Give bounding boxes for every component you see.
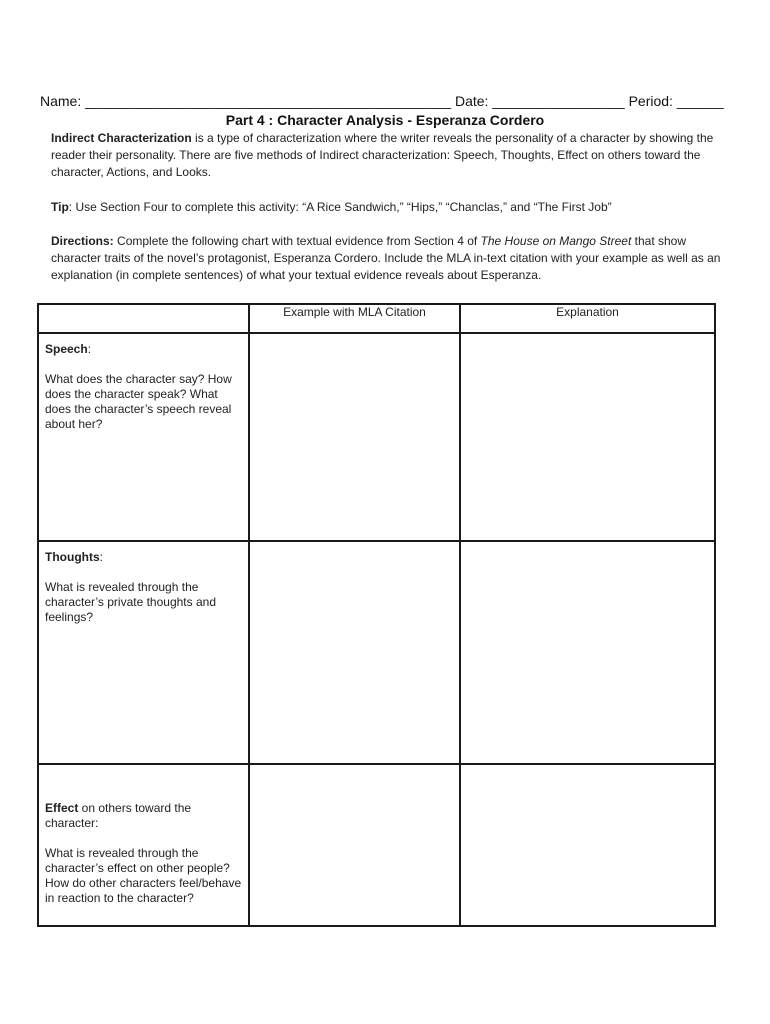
directions-text-before: Complete the following chart with textual evidence from Section 4 of [113,234,481,248]
intro-term: Indirect Characterization [51,131,192,145]
directions-text-after: that show character traits of the novel’s protagonist, Esperanza Cordero. Include the MLA in-text citation with your example as well as an explanation (in complete sentences) of what your textual evidence reveals about Esperanza. [51,234,721,282]
page-title: Part 4 : Character Analysis - Esperanza Cordero [225,112,545,128]
method-question: What is revealed through the character’s effect on other people? How do other characters feel/behave in reaction to the character? [45,845,242,905]
directions-paragraph [51,233,731,284]
example-answer-cell[interactable] [249,541,460,763]
method-label: Effect [45,800,79,815]
explanation-answer-cell[interactable] [460,541,715,763]
example-answer-cell[interactable] [249,333,460,541]
tip-text: : Use Section Four to complete this activity: “A Rice Sandwich,” “Hips,” “Chanclas,” and “The First Job” [68,200,612,214]
explanation-answer-cell[interactable] [460,333,715,541]
table-row-speech [38,333,715,541]
method-label: Thoughts [45,550,100,565]
method-question: What is revealed through the character’s private thoughts and feelings? [45,580,216,625]
book-title: The House on Mango Street [480,234,632,248]
table-header-row [38,304,715,333]
name-date-period-line[interactable]: Name: _______________________________________________ Date: _________________ Period: ______ [40,93,724,109]
explanation-answer-cell[interactable] [460,764,715,926]
method-cell [38,333,249,541]
header-cell-example: Example with MLA Citation [249,304,460,333]
method-label-rest: : [99,550,103,565]
table-row-effect [38,764,715,926]
example-answer-cell[interactable] [249,764,460,926]
tip-paragraph [51,199,731,216]
tip-label: Tip [51,200,69,214]
header-cell-method [38,304,249,333]
intro-text: is a type of characterization where the writer reveals the personality of a character by showing the reader their personality. There are five methods of Indirect characterization: Speech, Thoughts, Effect on others toward the character, Actions, and Looks. [51,131,714,179]
method-label-rest: : [87,342,92,357]
method-question: What does the character say? How does the character speak? What does the character’s speech reveal about her? [45,372,232,432]
method-label: Speech [45,342,88,357]
characterization-chart [37,303,716,927]
method-label-rest: on others toward the character: [45,800,192,830]
header-cell-explanation: Explanation [460,304,715,333]
intro-paragraph [51,130,731,181]
method-cell [38,764,249,926]
directions-label: Directions: [51,234,114,248]
table-row-thoughts [38,541,715,763]
method-cell [38,541,249,763]
